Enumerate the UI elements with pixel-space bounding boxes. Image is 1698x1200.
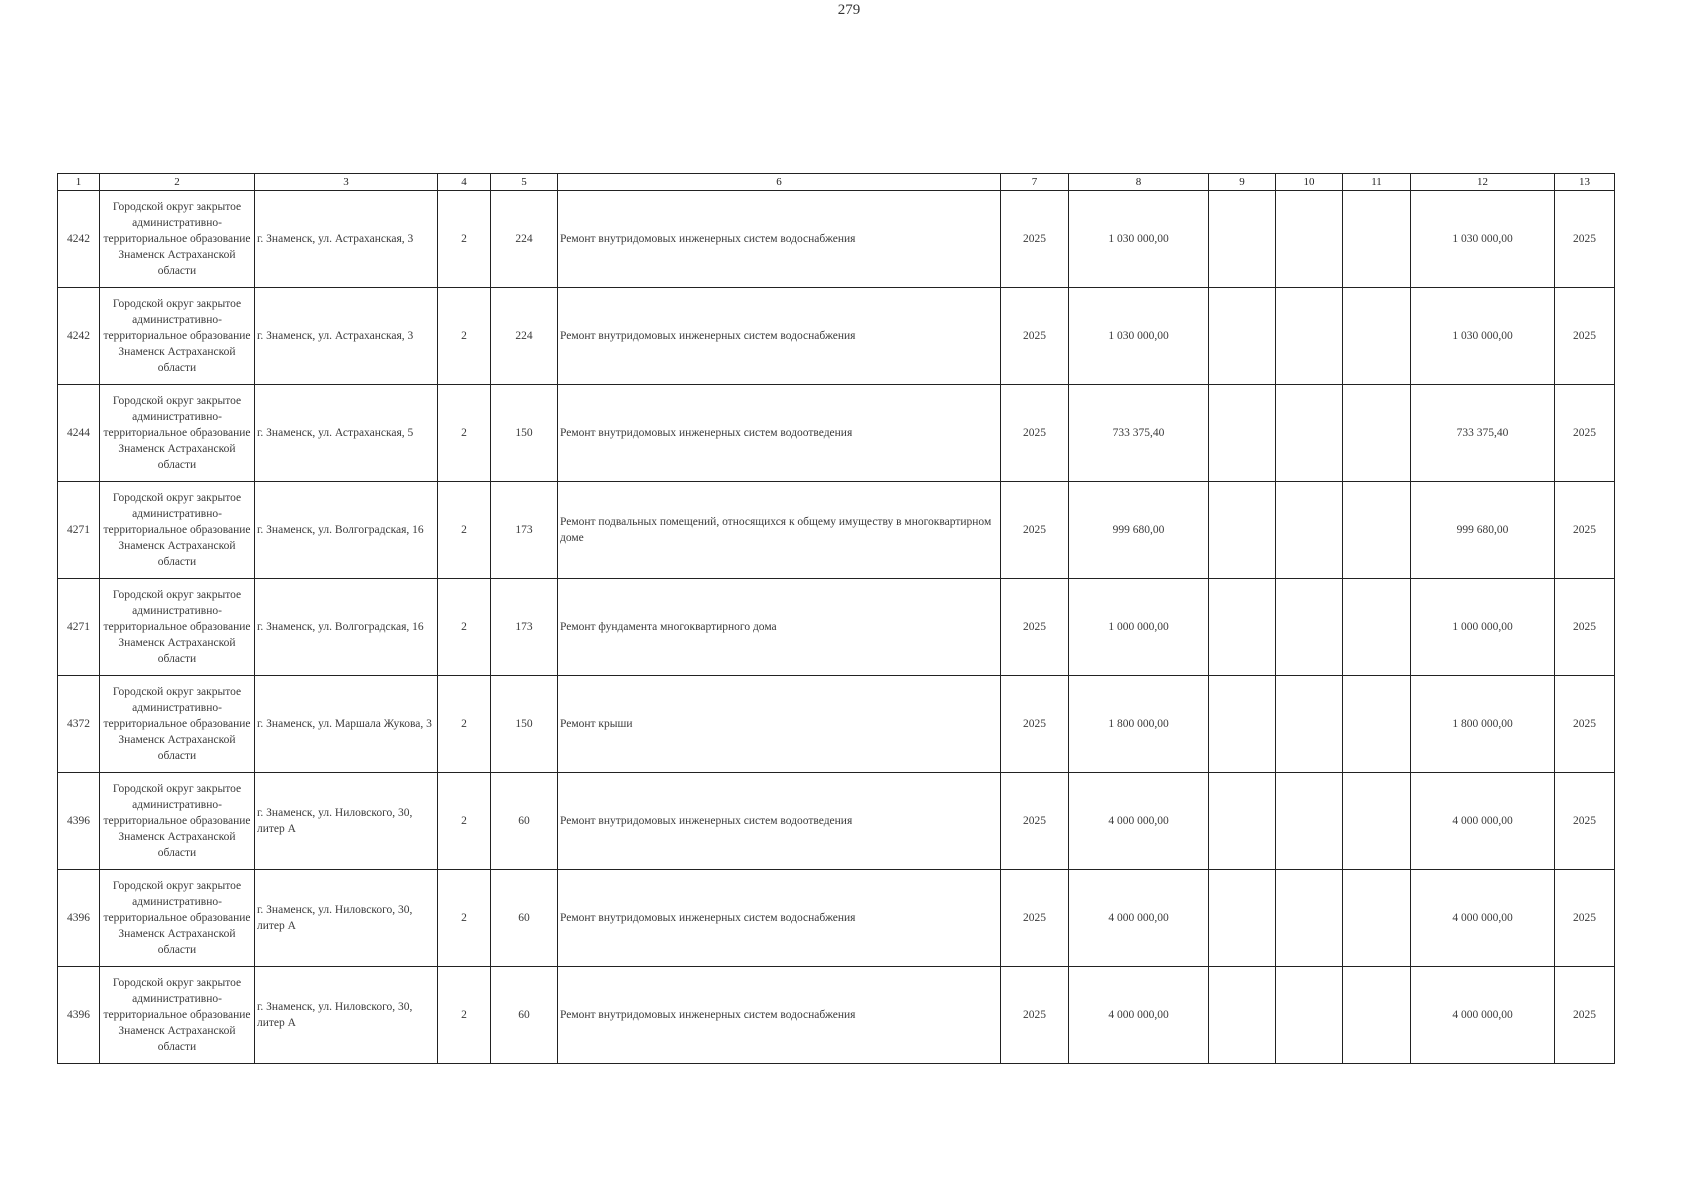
column-header: 4 xyxy=(438,174,491,191)
col5-cell: 173 xyxy=(491,482,558,579)
col4-cell: 2 xyxy=(438,385,491,482)
column-header: 11 xyxy=(1343,174,1411,191)
col9-cell xyxy=(1209,676,1276,773)
col10-cell xyxy=(1276,288,1343,385)
col12-cell: 999 680,00 xyxy=(1411,482,1555,579)
municipality-cell: Городской округ закрытое административно-территориальное образование Знаменск Астраханской области xyxy=(100,191,255,288)
col11-cell xyxy=(1343,967,1411,1064)
col11-cell xyxy=(1343,579,1411,676)
col11-cell xyxy=(1343,870,1411,967)
municipality-cell: Городской округ закрытое административно-территориальное образование Знаменск Астраханской области xyxy=(100,288,255,385)
col11-cell xyxy=(1343,773,1411,870)
row-id: 4242 xyxy=(58,191,100,288)
column-header: 3 xyxy=(255,174,438,191)
col13-cell: 2025 xyxy=(1555,579,1615,676)
col10-cell xyxy=(1276,967,1343,1064)
work-type-cell: Ремонт фундамента многоквартирного дома xyxy=(558,579,1001,676)
col9-cell xyxy=(1209,870,1276,967)
municipality-cell: Городской округ закрытое административно-территориальное образование Знаменск Астраханской области xyxy=(100,676,255,773)
cost-cell: 999 680,00 xyxy=(1069,482,1209,579)
col5-cell: 224 xyxy=(491,191,558,288)
column-header: 13 xyxy=(1555,174,1615,191)
col5-cell: 60 xyxy=(491,967,558,1064)
work-type-cell: Ремонт внутридомовых инженерных систем водоснабжения xyxy=(558,288,1001,385)
col10-cell xyxy=(1276,870,1343,967)
col13-cell: 2025 xyxy=(1555,288,1615,385)
municipality-cell: Городской округ закрытое административно-территориальное образование Знаменск Астраханской области xyxy=(100,482,255,579)
col13-cell: 2025 xyxy=(1555,967,1615,1064)
work-type-cell: Ремонт внутридомовых инженерных систем водоснабжения xyxy=(558,967,1001,1064)
col10-cell xyxy=(1276,385,1343,482)
year-cell: 2025 xyxy=(1001,773,1069,870)
col10-cell xyxy=(1276,191,1343,288)
col13-cell: 2025 xyxy=(1555,482,1615,579)
address-cell: г. Знаменск, ул. Астраханская, 5 xyxy=(255,385,438,482)
page-number: 279 xyxy=(837,2,861,18)
work-type-cell: Ремонт внутридомовых инженерных систем водоснабжения xyxy=(558,870,1001,967)
col9-cell xyxy=(1209,579,1276,676)
year-cell: 2025 xyxy=(1001,579,1069,676)
table-row xyxy=(58,967,1615,1064)
column-number-row xyxy=(58,174,1615,191)
table-row xyxy=(58,579,1615,676)
col9-cell xyxy=(1209,385,1276,482)
municipality-cell: Городской округ закрытое административно-территориальное образование Знаменск Астраханской области xyxy=(100,870,255,967)
col4-cell: 2 xyxy=(438,482,491,579)
year-cell: 2025 xyxy=(1001,288,1069,385)
col9-cell xyxy=(1209,482,1276,579)
row-id: 4396 xyxy=(58,967,100,1064)
col11-cell xyxy=(1343,288,1411,385)
col9-cell xyxy=(1209,967,1276,1064)
address-cell: г. Знаменск, ул. Маршала Жукова, 3 xyxy=(255,676,438,773)
cost-cell: 733 375,40 xyxy=(1069,385,1209,482)
col4-cell: 2 xyxy=(438,579,491,676)
col10-cell xyxy=(1276,482,1343,579)
table-row xyxy=(58,191,1615,288)
col5-cell: 60 xyxy=(491,773,558,870)
column-header: 12 xyxy=(1411,174,1555,191)
col12-cell: 1 800 000,00 xyxy=(1411,676,1555,773)
row-id: 4271 xyxy=(58,482,100,579)
column-header: 1 xyxy=(58,174,100,191)
year-cell: 2025 xyxy=(1001,482,1069,579)
col5-cell: 60 xyxy=(491,870,558,967)
address-cell: г. Знаменск, ул. Волгоградская, 16 xyxy=(255,579,438,676)
municipality-cell: Городской округ закрытое административно-территориальное образование Знаменск Астраханской области xyxy=(100,967,255,1064)
col12-cell: 1 030 000,00 xyxy=(1411,288,1555,385)
table-row xyxy=(58,482,1615,579)
work-type-cell: Ремонт внутридомовых инженерных систем водоснабжения xyxy=(558,191,1001,288)
col9-cell xyxy=(1209,191,1276,288)
address-cell: г. Знаменск, ул. Волгоградская, 16 xyxy=(255,482,438,579)
cost-cell: 1 030 000,00 xyxy=(1069,288,1209,385)
table-row xyxy=(58,870,1615,967)
row-id: 4372 xyxy=(58,676,100,773)
address-cell: г. Знаменск, ул. Ниловского, 30, литер А xyxy=(255,870,438,967)
col5-cell: 224 xyxy=(491,288,558,385)
col13-cell: 2025 xyxy=(1555,676,1615,773)
col11-cell xyxy=(1343,385,1411,482)
cost-cell: 4 000 000,00 xyxy=(1069,870,1209,967)
col10-cell xyxy=(1276,579,1343,676)
table-row xyxy=(58,773,1615,870)
cost-cell: 4 000 000,00 xyxy=(1069,967,1209,1064)
cost-cell: 1 800 000,00 xyxy=(1069,676,1209,773)
col10-cell xyxy=(1276,773,1343,870)
table-row xyxy=(58,676,1615,773)
column-header: 8 xyxy=(1069,174,1209,191)
cost-cell: 1 000 000,00 xyxy=(1069,579,1209,676)
year-cell: 2025 xyxy=(1001,385,1069,482)
municipality-cell: Городской округ закрытое административно-территориальное образование Знаменск Астраханской области xyxy=(100,579,255,676)
col5-cell: 150 xyxy=(491,676,558,773)
work-type-cell: Ремонт внутридомовых инженерных систем водоотведения xyxy=(558,773,1001,870)
work-type-cell: Ремонт подвальных помещений, относящихся к общему имуществу в многоквартирном доме xyxy=(558,482,1001,579)
col4-cell: 2 xyxy=(438,773,491,870)
column-header: 2 xyxy=(100,174,255,191)
cost-cell: 1 030 000,00 xyxy=(1069,191,1209,288)
column-header: 10 xyxy=(1276,174,1343,191)
capital-repair-table xyxy=(57,173,1615,1064)
table-row xyxy=(58,288,1615,385)
column-header: 7 xyxy=(1001,174,1069,191)
col9-cell xyxy=(1209,773,1276,870)
column-header: 5 xyxy=(491,174,558,191)
address-cell: г. Знаменск, ул. Астраханская, 3 xyxy=(255,288,438,385)
col13-cell: 2025 xyxy=(1555,191,1615,288)
col11-cell xyxy=(1343,676,1411,773)
col9-cell xyxy=(1209,288,1276,385)
year-cell: 2025 xyxy=(1001,676,1069,773)
row-id: 4242 xyxy=(58,288,100,385)
col12-cell: 733 375,40 xyxy=(1411,385,1555,482)
col11-cell xyxy=(1343,482,1411,579)
row-id: 4396 xyxy=(58,773,100,870)
year-cell: 2025 xyxy=(1001,870,1069,967)
column-header: 6 xyxy=(558,174,1001,191)
col12-cell: 4 000 000,00 xyxy=(1411,870,1555,967)
col13-cell: 2025 xyxy=(1555,870,1615,967)
cost-cell: 4 000 000,00 xyxy=(1069,773,1209,870)
col11-cell xyxy=(1343,191,1411,288)
col5-cell: 173 xyxy=(491,579,558,676)
row-id: 4271 xyxy=(58,579,100,676)
address-cell: г. Знаменск, ул. Ниловского, 30, литер А xyxy=(255,967,438,1064)
column-header: 9 xyxy=(1209,174,1276,191)
col5-cell: 150 xyxy=(491,385,558,482)
municipality-cell: Городской округ закрытое административно-территориальное образование Знаменск Астраханской области xyxy=(100,773,255,870)
address-cell: г. Знаменск, ул. Ниловского, 30, литер А xyxy=(255,773,438,870)
address-cell: г. Знаменск, ул. Астраханская, 3 xyxy=(255,191,438,288)
municipality-cell: Городской округ закрытое административно-территориальное образование Знаменск Астраханской области xyxy=(100,385,255,482)
col12-cell: 1 030 000,00 xyxy=(1411,191,1555,288)
col4-cell: 2 xyxy=(438,676,491,773)
col4-cell: 2 xyxy=(438,191,491,288)
col4-cell: 2 xyxy=(438,870,491,967)
year-cell: 2025 xyxy=(1001,967,1069,1064)
col4-cell: 2 xyxy=(438,967,491,1064)
col10-cell xyxy=(1276,676,1343,773)
year-cell: 2025 xyxy=(1001,191,1069,288)
row-id: 4396 xyxy=(58,870,100,967)
col12-cell: 1 000 000,00 xyxy=(1411,579,1555,676)
work-type-cell: Ремонт внутридомовых инженерных систем водоотведения xyxy=(558,385,1001,482)
col13-cell: 2025 xyxy=(1555,385,1615,482)
table-row xyxy=(58,385,1615,482)
col12-cell: 4 000 000,00 xyxy=(1411,967,1555,1064)
col12-cell: 4 000 000,00 xyxy=(1411,773,1555,870)
row-id: 4244 xyxy=(58,385,100,482)
work-type-cell: Ремонт крыши xyxy=(558,676,1001,773)
col13-cell: 2025 xyxy=(1555,773,1615,870)
col4-cell: 2 xyxy=(438,288,491,385)
